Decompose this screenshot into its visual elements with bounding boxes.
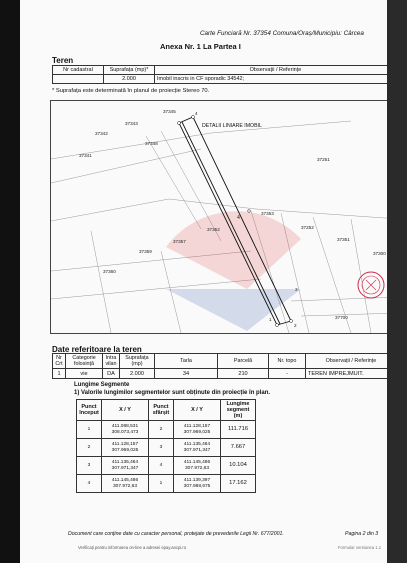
- map-label-37360: 37360: [103, 269, 116, 274]
- footer-verify-link[interactable]: Verificați pentru informarea on-line a adresei epay.ancpi.ro: [78, 545, 187, 550]
- cell-observatii: TEREN IMPREJMUIT.: [306, 369, 397, 379]
- seg-length: 17.162: [221, 475, 256, 493]
- seg-xy1-x: 411.145,486: [111, 478, 139, 484]
- parcel-point-label: 4: [237, 215, 240, 221]
- cell-suprafata: 2.000: [120, 369, 155, 379]
- table-row: [77, 439, 256, 457]
- seg-start: 3: [77, 457, 102, 475]
- seg-end: 3: [149, 439, 174, 457]
- seg-length: 10.104: [221, 457, 256, 475]
- point-label-2: 2: [294, 323, 297, 328]
- seg-xy2-y: 307.971,347: [183, 447, 211, 453]
- seg-xy1: [102, 439, 149, 457]
- map-label-parcel: 37352: [207, 227, 220, 232]
- annex-title: Anexa Nr. 1 La Partea I: [160, 42, 241, 51]
- segments-subtitle: 1) Valorile lungimilor segmentelor sunt obținute din proiecție în plan.: [74, 390, 271, 396]
- date-teren-title: Date referitoare la teren: [52, 345, 142, 354]
- teren-header-observatii: Observații / Referințe: [155, 66, 397, 75]
- map-label-37252: 37252: [301, 225, 314, 230]
- cf-header-line: Carte Funciară Nr. 37354 Comuna/Oraș/Municipiu: Cârcea: [200, 30, 364, 37]
- map-label-37348: 37348: [145, 141, 158, 146]
- seg-start: 2: [77, 439, 102, 457]
- seg-xy2-y: 307.969,025: [183, 429, 211, 435]
- seg-xy2-x: 411.128,157: [183, 424, 211, 430]
- seg-xy1-y: 308.073,473: [111, 429, 139, 435]
- teren-title: Teren: [52, 56, 74, 65]
- seg-xy1: [102, 421, 149, 439]
- footer-page-number: Pagina 2 din 3: [345, 531, 379, 537]
- map-label-37700: 37700: [335, 315, 348, 320]
- map-label-37359: 37359: [139, 249, 152, 254]
- seg-start: 4: [77, 475, 102, 493]
- map-label-37341: 37341: [79, 153, 92, 158]
- seg-xy2: [174, 439, 221, 457]
- table-row: [53, 369, 397, 379]
- map-label-37353: 37353: [261, 211, 274, 216]
- seg-start: 1: [77, 421, 102, 439]
- map-label-37345: 37345: [163, 109, 176, 114]
- seg-col-xy2: X / Y: [174, 400, 221, 421]
- table-row: [77, 421, 256, 439]
- cell-parcela: 210: [218, 369, 269, 379]
- seg-xy1-y: 307.969,025: [111, 447, 139, 453]
- col-parcela: Parcelă: [218, 354, 269, 369]
- seg-xy2: [174, 475, 221, 493]
- seg-xy2-x: 411.139,397: [183, 478, 211, 484]
- watermark-blue-shape: [166, 289, 301, 331]
- seg-xy2: [174, 457, 221, 475]
- seg-end: 4: [149, 457, 174, 475]
- col-intravilan: Intra vilan: [103, 354, 120, 369]
- col-categorie: Categorie folosință: [66, 354, 103, 369]
- seg-xy1-y: 307.972,63: [112, 483, 137, 489]
- seg-length: 111.716: [221, 421, 256, 439]
- cell-nr: 1: [53, 369, 66, 379]
- watermark-red-shape: [166, 211, 301, 289]
- teren-header-suprafata: Suprafața (mp)*: [104, 66, 155, 75]
- teren-cell-suprafata: 2.000: [104, 75, 155, 84]
- seg-xy1-x: 411.135,464: [111, 460, 139, 466]
- cell-tarla: 34: [155, 369, 218, 379]
- seg-xy2-x: 411.135,464: [183, 442, 211, 448]
- col-nr-crt: Nr Crt: [53, 354, 66, 369]
- cell-nr-topo: -: [269, 369, 306, 379]
- cell-categorie: vie: [66, 369, 103, 379]
- col-tarla: Tarla: [155, 354, 218, 369]
- date-teren-table: [52, 353, 397, 379]
- segments-title: Lungime Segmente: [74, 382, 130, 388]
- col-nr-topo: Nr. topo: [269, 354, 306, 369]
- teren-cell-observatii: Imobil inscris in CF sporadic 34542;: [155, 75, 397, 84]
- document-page: [20, 0, 387, 563]
- footer-legal-note: Document care conține date cu caracter personal, protejate de prevederile Legii Nr. 677/2001.: [68, 531, 284, 537]
- map-label-37300: 37300: [373, 251, 386, 256]
- seg-col-xy1: X / Y: [102, 400, 149, 421]
- point-label-1: 1: [269, 317, 272, 322]
- seg-col-length: Lungime segment (m): [221, 400, 256, 421]
- seg-xy2-y: 307.972,63: [184, 465, 209, 471]
- seg-xy1: [102, 457, 149, 475]
- point-label-4: 4: [195, 111, 198, 116]
- teren-cell-cadastral: [53, 75, 104, 84]
- seg-xy1-y: 307.971,347: [111, 465, 139, 471]
- seg-xy1-x: 411.088,531: [111, 424, 139, 430]
- parcel-map: [50, 100, 400, 334]
- seg-xy2-x: 411.145,486: [183, 460, 211, 466]
- seg-col-end: Punct sfârșit: [149, 400, 174, 421]
- table-row: [77, 457, 256, 475]
- teren-header-cadastral: Nr cadastral: [53, 66, 104, 75]
- map-title: DETALII LINIARE IMOBIL: [202, 123, 262, 129]
- map-label-37343: 37343: [125, 121, 138, 126]
- teren-table: [52, 65, 397, 84]
- seg-end: 1: [149, 475, 174, 493]
- point-label-3: 3: [295, 287, 298, 292]
- projection-note: * Suprafața este determinată în planul de proiecție Stereo 70.: [52, 88, 210, 94]
- seg-xy2-y: 307.988,675: [183, 483, 211, 489]
- seg-xy1-x: 411.128,157: [111, 442, 139, 448]
- cell-intravilan: DA: [103, 369, 120, 379]
- seg-col-start: Punct început: [77, 400, 102, 421]
- map-label-37357: 37357: [173, 239, 186, 244]
- segments-table: [76, 399, 256, 493]
- seg-end: 2: [149, 421, 174, 439]
- map-label-37251: 37251: [317, 157, 330, 162]
- seg-xy1: [102, 475, 149, 493]
- official-stamp: [356, 264, 386, 306]
- map-label-37342: 37342: [95, 131, 108, 136]
- col-observatii: Observații / Referințe: [306, 354, 397, 369]
- map-label-37351: 37351: [337, 237, 350, 242]
- col-suprafata: Suprafața (mp): [120, 354, 155, 369]
- table-row: [77, 475, 256, 493]
- seg-length: 7.667: [221, 439, 256, 457]
- seg-xy2: [174, 421, 221, 439]
- footer-form-version: Formular versiunea 1.1: [338, 545, 382, 550]
